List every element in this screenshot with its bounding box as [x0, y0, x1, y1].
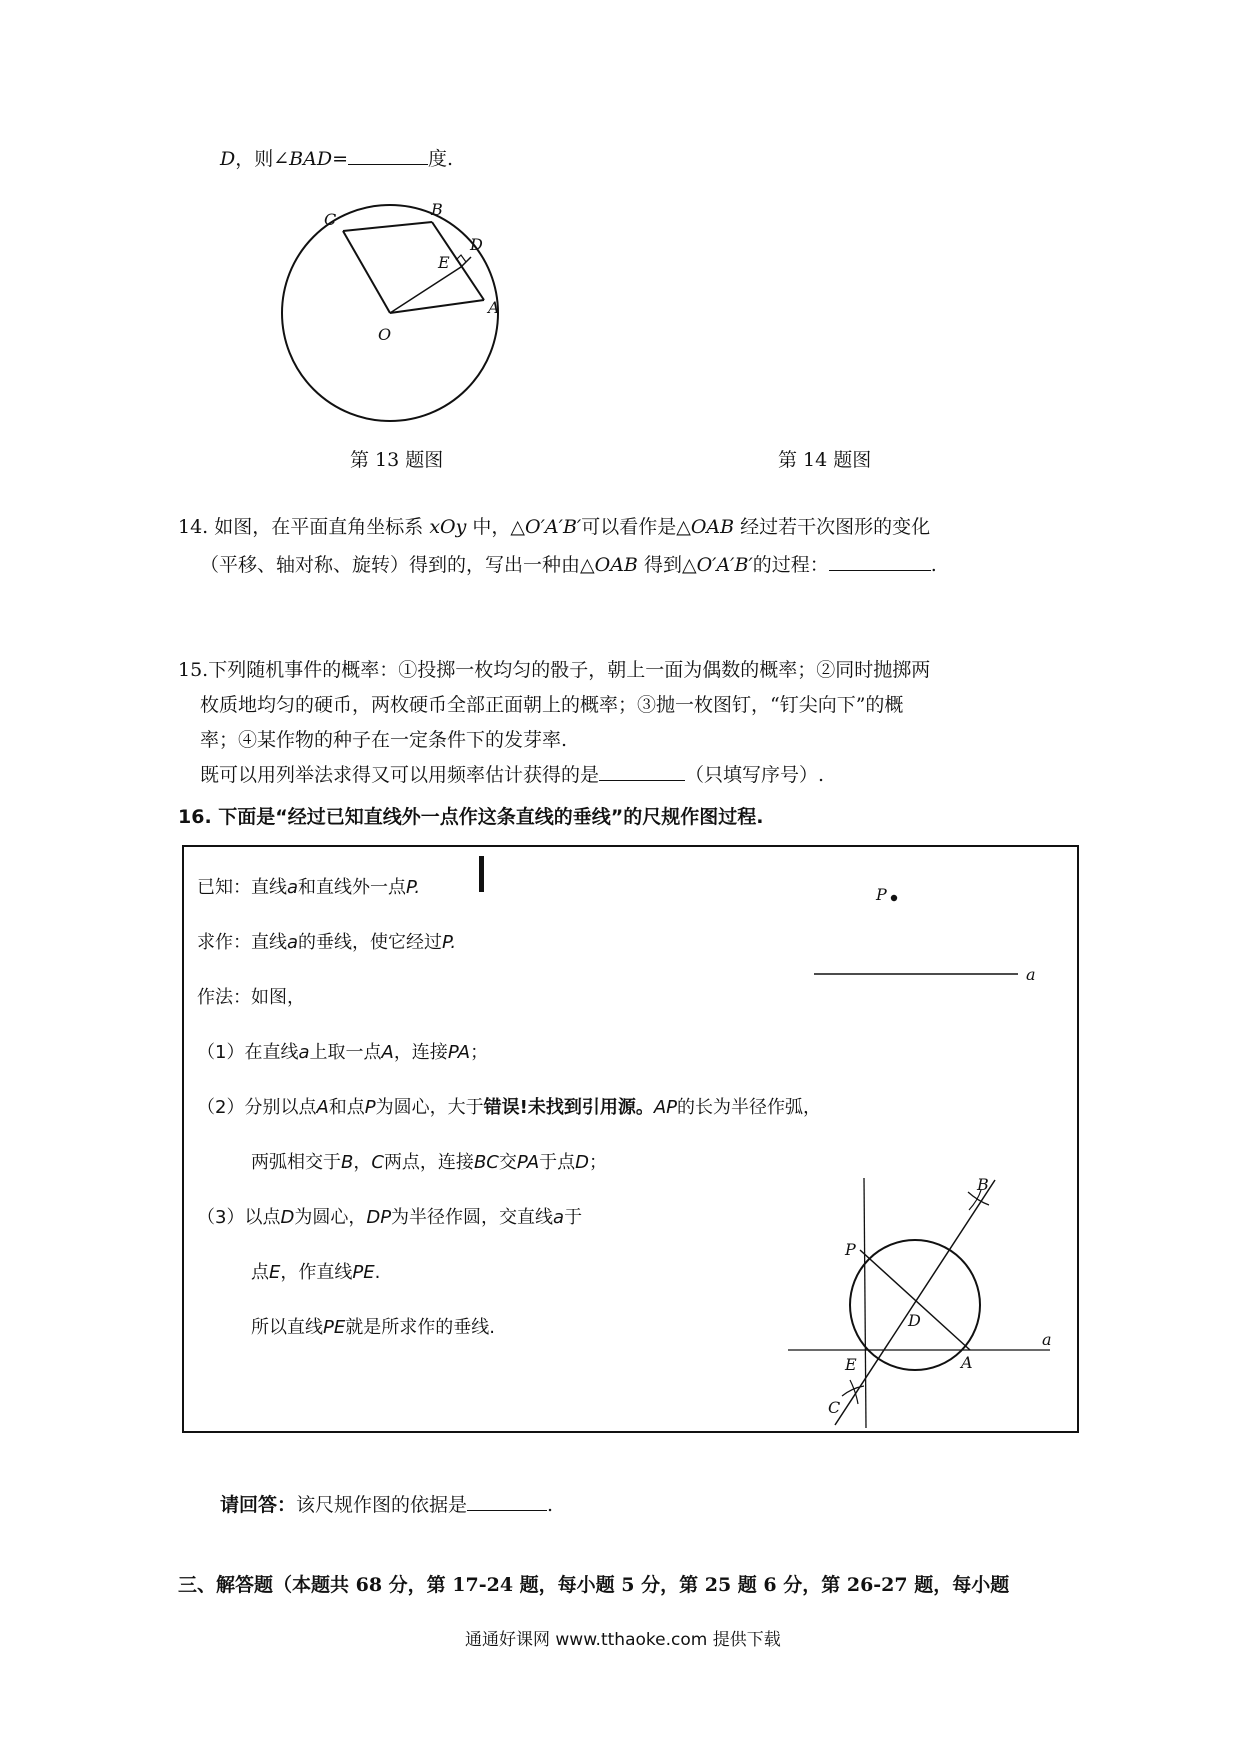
q14-line1 — [178, 512, 930, 539]
var-a: a — [553, 1207, 565, 1228]
var-d: D — [280, 1207, 295, 1228]
var-d: D — [220, 148, 236, 170]
var-oab-prime: O′A′B′ — [525, 516, 582, 538]
var-oab-prime: O′A′B′ — [696, 554, 753, 576]
text: 上取一点 — [309, 1042, 382, 1063]
q16-answer-line — [220, 1490, 553, 1517]
q16-title: 16. 下面是“经过已知直线外一点作这条直线的垂线”的尺规作图过程. — [178, 806, 764, 828]
text: 两点，连接 — [383, 1152, 474, 1173]
text: . — [547, 1494, 554, 1516]
q16-step2a — [197, 1093, 821, 1119]
text: 为圆心， — [294, 1207, 367, 1228]
caption-fig14: 第 14 题图 — [778, 449, 872, 471]
label-c: C — [324, 210, 337, 229]
text: . — [930, 554, 937, 576]
q16-known — [197, 873, 420, 899]
q16-step3b — [251, 1258, 380, 1284]
segment-co — [343, 231, 390, 313]
var-dp: DP — [366, 1207, 392, 1228]
label-a: a — [1026, 965, 1036, 984]
var-p: P — [364, 1097, 376, 1118]
section-3-heading: 三、解答题（本题共 68 分，第 17-24 题，每小题 5 分，第 25 题 6 分，第 26-27 题，每小题 — [178, 1574, 1010, 1596]
var-a-point: A — [316, 1097, 329, 1118]
label-a: A — [488, 298, 500, 317]
text: 交 — [498, 1152, 517, 1173]
var-pa: PA — [516, 1152, 540, 1173]
segment-oe — [390, 267, 461, 313]
var-pa: PA — [447, 1042, 471, 1063]
text: 点 — [251, 1262, 269, 1283]
q16-step1 — [197, 1038, 488, 1064]
var-b: B — [341, 1152, 354, 1173]
text: 该尺规作图的依据是 — [296, 1494, 468, 1516]
text: ； — [589, 1152, 608, 1173]
var-a: a — [287, 877, 299, 898]
var-p: P. — [406, 877, 421, 898]
label-e: E — [438, 253, 450, 272]
caption-fig13: 第 13 题图 — [350, 449, 444, 471]
label-p: P — [876, 885, 887, 904]
label-o: O — [378, 325, 392, 344]
text: 两弧相交于 — [251, 1152, 341, 1173]
figure-13 — [280, 195, 540, 435]
segment-cb — [343, 222, 432, 231]
label-b: B — [431, 200, 443, 219]
text: 的过程： — [752, 554, 829, 576]
text: ， — [353, 1152, 372, 1173]
segment-pa — [860, 1250, 970, 1350]
var-bc: BC — [473, 1152, 499, 1173]
text: 为半径作圆，交直线 — [391, 1207, 554, 1228]
var-d: D — [575, 1152, 590, 1173]
text: （只填写序号）. — [685, 764, 825, 786]
text: 的长为半径作弧， — [677, 1097, 822, 1118]
point-p — [891, 895, 897, 901]
line-bc — [835, 1180, 995, 1425]
q15-line3: 率；④某作物的种子在一定条件下的发芽率. — [200, 729, 568, 751]
text: 已知：直线 — [197, 877, 287, 898]
text: = — [332, 148, 348, 170]
var-bad: BAD — [289, 148, 333, 170]
text: （平移、轴对称、旋转）得到的，写出一种由△ — [200, 554, 595, 576]
answer-blank-13[interactable] — [348, 146, 428, 165]
text: 度. — [428, 148, 454, 170]
text-cursor — [479, 856, 484, 892]
segment-oa — [390, 300, 484, 313]
var-e: E — [269, 1262, 281, 1283]
text: . — [374, 1262, 381, 1283]
text: 所以直线 — [251, 1317, 323, 1338]
q15-line2: 枚质地均匀的硬币，两枚硬币全部正面朝上的概率；③抛一枚图钉，“钉尖向下”的概 — [200, 694, 904, 716]
q13-tail-line — [220, 144, 453, 171]
label-p: P — [845, 1240, 856, 1259]
label-d: D — [470, 235, 483, 254]
text: 经过若干次图形的变化 — [740, 516, 931, 538]
q14-line2 — [200, 550, 937, 577]
q16-step3a — [197, 1203, 582, 1229]
text: ； — [470, 1042, 489, 1063]
text: （2）分别以点 — [197, 1097, 317, 1118]
label-d: D — [908, 1311, 921, 1330]
figure-16-given — [800, 875, 1060, 995]
footer-text: 通通好课网 www.tthaoke.com 提供下载 — [465, 1630, 781, 1650]
text: 既可以用列举法求得又可以用频率估计获得的是 — [200, 764, 600, 786]
text: 于点 — [539, 1152, 576, 1173]
q16-step2b — [251, 1148, 607, 1174]
text: 和点 — [328, 1097, 365, 1118]
figure-16-construction — [780, 1170, 1075, 1435]
var-a: a — [298, 1042, 310, 1063]
label-e: E — [845, 1355, 857, 1374]
q15-line1: 15.下列随机事件的概率：①投掷一枚均匀的骰子，朝上一面为偶数的概率；②同时抛掷两 — [178, 659, 931, 681]
q16-method: 作法：如图， — [197, 987, 305, 1008]
var-oab: OAB — [690, 516, 735, 538]
text: （3）以点 — [197, 1207, 281, 1228]
text: 14. 如图，在平面直角坐标系 — [178, 516, 424, 538]
text: 就是所求作的垂线. — [345, 1317, 495, 1338]
text: ，连接 — [393, 1042, 448, 1063]
answer-blank-16[interactable] — [467, 1492, 547, 1511]
text: 的垂线，使它经过 — [298, 932, 443, 953]
label-a: a — [1042, 1330, 1052, 1349]
text: ，作直线 — [280, 1262, 353, 1283]
var-a-point: A — [381, 1042, 394, 1063]
var-oab: OAB — [594, 554, 638, 576]
error-text: 错误!未找到引用源。 — [483, 1097, 654, 1118]
var-xoy: xOy — [429, 516, 467, 538]
text: 为圆心，大于 — [375, 1097, 484, 1118]
q16-conclusion — [251, 1313, 495, 1339]
answer-blank-14[interactable] — [829, 552, 931, 571]
text: 中，△ — [472, 516, 526, 538]
var-c: C — [371, 1152, 384, 1173]
text: 和直线外一点 — [298, 877, 407, 898]
text: （1）在直线 — [197, 1042, 299, 1063]
text: 于 — [564, 1207, 583, 1228]
var-pe: PE — [352, 1262, 375, 1283]
text: 请回答： — [220, 1494, 297, 1516]
text: 求作：直线 — [197, 932, 287, 953]
var-a: a — [287, 932, 299, 953]
var-p: P. — [442, 932, 457, 953]
label-b: B — [977, 1175, 989, 1194]
var-pe: PE — [323, 1317, 346, 1338]
q16-task — [197, 928, 456, 954]
line-pe — [864, 1178, 866, 1428]
label-a-point: A — [961, 1353, 973, 1372]
var-ap: AP — [653, 1097, 678, 1118]
text: 得到△ — [643, 554, 697, 576]
text: ，则∠ — [235, 148, 290, 170]
answer-blank-15[interactable] — [599, 762, 685, 781]
q15-line4 — [200, 760, 824, 787]
text: 可以看作是△ — [581, 516, 691, 538]
label-c: C — [828, 1398, 841, 1417]
